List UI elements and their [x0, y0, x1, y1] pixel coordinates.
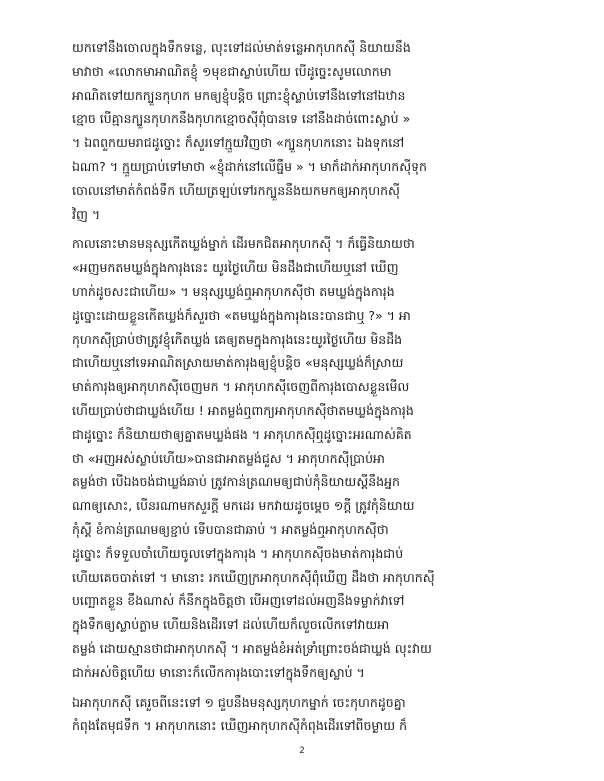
text-line: ថា «អញអស់ស្លាប់ហើយ»បានជាអាតម្លង់ជួស ។ អាកុហកស៊ីប្រាប់អា: [72, 450, 385, 466]
text-line: ក្នុងទឹកឲ្យស្លាប់ភ្លាម ហើយនិងដើរទៅ ដល់ហើយក៏លួចលើកទៅវាយអា: [72, 617, 390, 633]
text-line: «អញមកតមឃ្លង់ក្នុងការុងនេះ យូរថ្ងៃហើយ មិនដឹងជាហើយឬនៅ ឃើញ: [72, 260, 399, 276]
paragraph-3: [72, 691, 546, 739]
text-line: ហើយប្រាប់ថាជាឃ្លង់ហើយ ! អាតម្លង់ឮពាក្យអាកុហកស៊ីថាតមឃ្លង់ក្នុងការុង: [72, 402, 414, 418]
text-line: ដូច្នោះដោយខ្លួនកើតឃ្លង់ក៏សួរថា «តមឃ្លង់ក្នុងការុងនេះបានជាឬ ?» ។ អា: [72, 307, 411, 323]
text-line: ។ ឯពពួកយមរាជដូច្នោះ ក៏សួរទៅក្មួយវិញថា «ក្បួនកុហកនោះ ឯងទុកនៅ: [72, 135, 405, 151]
document-body: [72, 36, 546, 744]
text-line: កុហកស៊ីប្រាប់ថាត្រូវខ្ញុំកើតឃ្លង់ គេឲ្យតមក្នុងការុងនេះយូរថ្ងៃហើយ មិនដឹង: [72, 331, 403, 347]
text-line: អាណិតទៅយកក្បួនកុហក មកឲ្យខ្ញុំបន្តិច ព្រោះខ្ញុំស្លាប់ទៅនឹងទៅនៅឯឋាន: [72, 87, 406, 103]
paragraph-2: [72, 232, 546, 684]
text-line: បញ្ឆោតខ្លួន ខឹងណាស់ ក៏នឹកក្នុងចិត្តថា បើអញទៅដល់អញនឹងទម្លាក់វាទៅ: [72, 593, 405, 609]
text-line: ជាហើយឬនៅទេអាណិតស្រាយមាត់ការុងឲ្យខ្ញុំបន្តិច «មនុស្សឃ្លង់ក៏ស្រាយ: [72, 355, 404, 371]
text-line: ណាឲ្យសោះ, បើនរណាមកសួរក្តី មកដេរ មកវាយដូចម្តេច ១ក្តី ត្រូវកុំនិយាយ: [72, 498, 415, 514]
text-line: តម្លង់ថា បើឯងចង់ជាឃ្លង់ឆាប់ ត្រូវកាន់ត្រណមឲ្យជាប់កុំនិយាយស្តីនឹងអ្នក: [72, 474, 400, 490]
text-line: វិញ ។: [72, 206, 101, 222]
text-line: យកទៅនឹងចោលក្នុងទឹកទន្លេ, លុះទៅដល់មាត់ទន្លេអាកុហកស៊ី និយាយនឹង: [72, 40, 411, 55]
paragraph-1: [72, 36, 546, 226]
text-line: តម្លង់ ដោយស្មានថាជាអាកុហកស៊ី ។ អាតម្លង់ខំអត់ទ្រាំព្រោះចង់ជាឃ្លង់ លុះវាយ: [72, 640, 432, 656]
page-number: 2: [299, 746, 305, 756]
text-line: ខ្មោច បើគ្មានក្បួនកុហកនឹងកុហកខ្មោចស៊ីពុំបានទេ នៅនឹងដាច់ពោះស្លាប់ »: [72, 111, 411, 127]
text-line: កំពុងតែមុជទឹក ។ អាកុហកនោះ ឃើញអាកុហកស៊ីកំពុងដើរទៅពីចម្ងាយ ក៏: [72, 718, 408, 734]
text-line: ឯអាកុហកស៊ី គេរួចពីនេះទៅ ១ ជួបនឹងមនុស្សកុហកម្នាក់ ចេះកុហកដូចគ្នា: [72, 694, 406, 710]
text-line: មាត់ការុងឲ្យអាកុហកស៊ីចេញមក ។ អាកុហកស៊ីចេញពីការុងបោសខ្លួនមើល: [72, 379, 410, 395]
text-line: ហាក់ដូចសះជាហើយ» ។ មនុស្សឃ្លង់ឮអាកុហកស៊ីថា តមឃ្លង់ក្នុងការុង: [72, 283, 395, 299]
text-line: ជាដូច្នោះ ក៏និយាយថាឲ្យគ្នាតមឃ្លង់ផង ។ អាកុហកស៊ីឮដូច្នោះអរណាស់គិត: [72, 426, 412, 442]
text-line: ហើយគេចបាត់ទៅ ។ មានោះ រកឃើញក្រអាកុហកស៊ីពុំឃើញ ដឹងថា អាកុហកស៊ី: [72, 569, 435, 585]
text-line: ឯណា? ។ ក្មួយប្រាប់ទៅមាថា «ខ្ញុំដាក់នៅលើធ្នឹម » ។ មាក៏ដាក់អាកុហកស៊ីទុក: [72, 158, 427, 174]
text-line: កុំស្តី ខំកាន់ត្រណមឲ្យខ្ជាប់ ទើបបានជាឆាប់ ។ អាតម្លង់ឮអាកុហកស៊ីថា: [72, 521, 389, 537]
text-line: ដូច្នោះ ក៏ទទួលចាំហើយចូលទៅក្នុងការុង ។ អាកុហកស៊ីចងមាត់ការុងជាប់: [72, 545, 404, 561]
text-line: ជាក់អស់ចិត្តហើយ មានោះក៏លើកការុងបោះទៅក្នុងទឹកឲ្យស្លាប់ ។: [72, 664, 365, 680]
text-line: មាវាថា «លោកមាអាណិតខ្ញុំ ១មុខជាស្លាប់ហើយ បើដូច្នេះសូមលោកមា: [72, 63, 392, 79]
text-line: កាលនោះមានមនុស្សកើតឃ្លង់ម្នាក់ ដើរមកជិតអាកុហកស៊ី ។ ក៏ធ្វើនិយាយថា: [72, 236, 415, 252]
text-line: ចោលនៅមាត់កំពង់ទឹក ហើយត្រឡប់ទៅរកក្បួននឹងយកមកឲ្យអាកុហកស៊ី: [72, 182, 400, 198]
